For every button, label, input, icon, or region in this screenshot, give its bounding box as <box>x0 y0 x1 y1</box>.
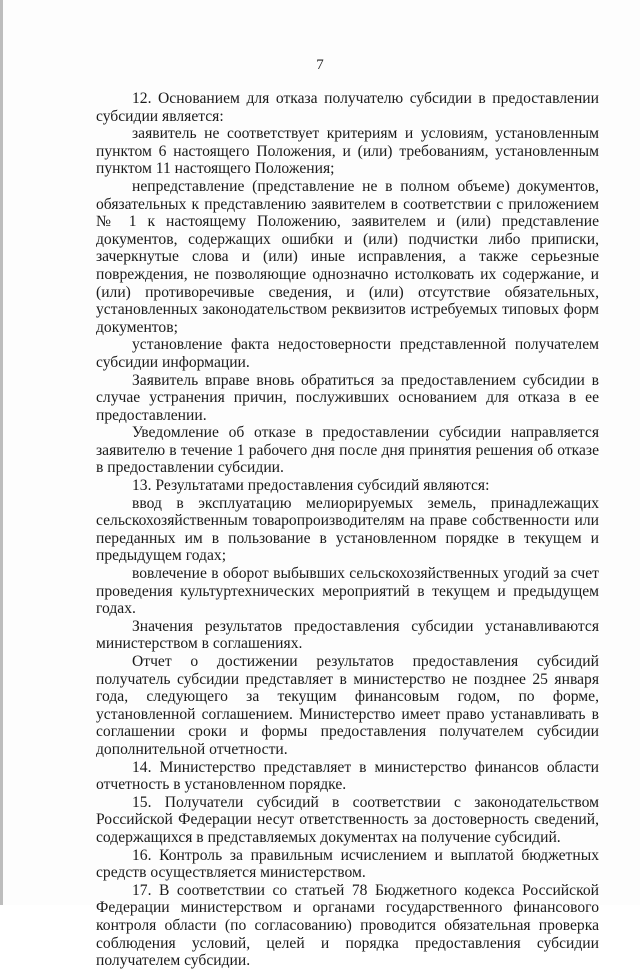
page-edge <box>0 0 3 905</box>
paragraph: 12. Основанием для отказа получателю субсидии в предоставлении субсидии является: <box>96 90 599 125</box>
paragraph: 14. Министерство представляет в министерство финансов области отчетность в установленном порядке. <box>96 758 599 794</box>
paragraph: вовлечение в оборот выбывших сельскохозяйственных угодий за счет проведения культуртехнических мероприятий в текущем и предыдущем годах. <box>96 565 599 618</box>
page-number: 7 <box>316 57 324 73</box>
document-body <box>96 90 599 970</box>
paragraph: 13. Результатами предоставления субсидий являются: <box>132 477 490 495</box>
paragraph: Уведомление об отказе в предоставлении субсидии направляется заявителю в течение 1 рабочего дня после дня принятия решения об отказе в предоставлении субсидии. <box>96 424 599 477</box>
paragraph: заявитель не соответствует критериям и условиям, установленным пунктом 6 настоящего Положения, и (или) требованиям, установленным пунктом 11 настоящего Положения; <box>96 125 599 178</box>
paragraph: 16. Контроль за правильным исчислением и выплатой бюджетных средств осуществляется министерством. <box>96 846 599 882</box>
paragraph: 15. Получатели субсидий в соответствии с законодательством Российской Федерации несут ответственность за достоверность сведений, содержащихся в представляемых документах на получение субсидий. <box>96 793 599 846</box>
paragraph: непредставление (представление не в полном объеме) документов, обязательных к представлению заявителем в соответствии с приложением № 1 к настоящему Положению, заявителем и (или) представление документов, содержащих ошибки и (или) подчистки либо приписки, зачеркнутые слова и (или) иные исправления, а также серьезные повреждения, не позволяющие однозначно истолковать их содержание, и (или) противоречивые сведения, и (или) отсутствие обязательных, установленных законодательством реквизитов истребуемых типовых форм документов; <box>96 177 599 336</box>
paragraph: установление факта недостоверности представленной получателем субсидии информации. <box>96 336 599 371</box>
paragraph: Отчет о достижении результатов предоставления субсидий получатель субсидии представляет в министерство не позднее 25 января года, следующего за текущим финансовым годом, по форме, установленной соглашением. Министерство имеет право устанавливать в соглашении сроки и формы предоставления получателем субсидии дополнительной отчетности. <box>96 653 599 758</box>
paragraph: ввод в эксплуатацию мелиорируемых земель, принадлежащих сельскохозяйственным товаропроизводителям на праве собственности или переданных им в пользование в установленном порядке в текущем и предыдущем годах; <box>96 494 599 565</box>
paragraph: Значения результатов предоставления субсидии устанавливаются министерством в соглашениях. <box>96 617 599 653</box>
paragraph: 17. В соответствии со статьей 78 Бюджетного кодекса Российской Федерации министерством и органами государственного финансового контроля области (по согласованию) проводится обязательная проверка соблюдения условий, целей и порядка предоставления субсидии получателем субсидии. <box>96 881 599 970</box>
paragraph: Заявитель вправе вновь обратиться за предоставлением субсидии в случае устранения причин, послуживших основанием для отказа в ее предоставлении. <box>96 371 599 424</box>
